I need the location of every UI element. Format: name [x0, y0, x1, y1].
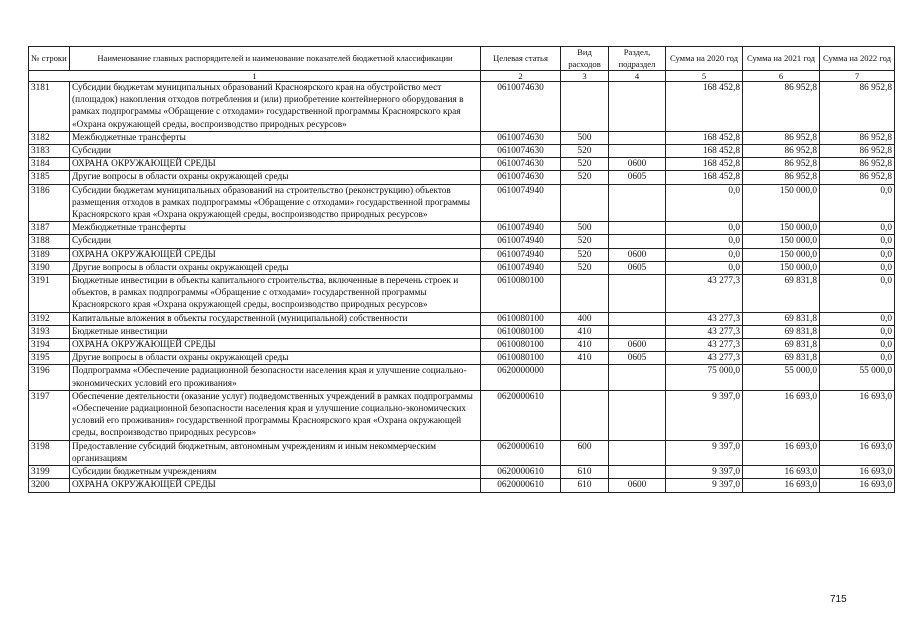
row-sum-2020: 168 452,8 — [666, 171, 743, 184]
row-section — [609, 312, 666, 325]
row-section: 0605 — [609, 352, 666, 365]
row-number: 3199 — [29, 466, 70, 479]
row-target-code: 0610074940 — [481, 261, 561, 274]
row-target-code: 0610080100 — [481, 325, 561, 338]
row-sum-2022: 16 693,0 — [820, 390, 895, 440]
row-section — [609, 82, 666, 132]
table-row — [29, 158, 895, 171]
row-sum-2022: 0,0 — [820, 352, 895, 365]
header-sum-2021: Сумма на 2021 год — [743, 47, 820, 71]
row-sum-2020: 43 277,3 — [666, 275, 743, 313]
row-name: Другие вопросы в области охраны окружающей среды — [70, 261, 481, 274]
header-num: № строки — [29, 47, 70, 71]
row-section — [609, 235, 666, 248]
row-name: ОХРАНА ОКРУЖАЮЩЕЙ СРЕДЫ — [70, 479, 481, 492]
row-sum-2022: 86 952,8 — [820, 131, 895, 144]
row-sum-2020: 43 277,3 — [666, 325, 743, 338]
row-target-code: 0610074630 — [481, 82, 561, 132]
table-row — [29, 222, 895, 235]
row-name: ОХРАНА ОКРУЖАЮЩЕЙ СРЕДЫ — [70, 339, 481, 352]
row-name: Субсидии бюджетным учреждениям — [70, 466, 481, 479]
row-sum-2022: 86 952,8 — [820, 158, 895, 171]
row-name: Бюджетные инвестиции в объекты капитального строительства, включенные в перечень строек и объектов, в рамках подпрограммы «Обращение с отходами» государственной программы Красноярского края «Охрана окружающей среды, воспроизводство природных ресурсов» — [70, 275, 481, 313]
row-sum-2021: 150 000,0 — [743, 235, 820, 248]
column-number: 1 — [29, 71, 481, 82]
header-code: Целевая статья — [481, 47, 561, 71]
row-section — [609, 222, 666, 235]
row-sum-2020: 43 277,3 — [666, 339, 743, 352]
row-sum-2020: 168 452,8 — [666, 145, 743, 158]
row-number: 3194 — [29, 339, 70, 352]
row-number: 3189 — [29, 248, 70, 261]
row-sum-2022: 16 693,0 — [820, 440, 895, 465]
row-sum-2022: 86 952,8 — [820, 82, 895, 132]
row-target-code: 0610074940 — [481, 235, 561, 248]
row-sum-2022: 86 952,8 — [820, 171, 895, 184]
row-expense-type: 610 — [561, 479, 609, 492]
row-sum-2020: 43 277,3 — [666, 312, 743, 325]
row-section: 0600 — [609, 248, 666, 261]
row-sum-2022: 0,0 — [820, 261, 895, 274]
row-target-code: 0610074630 — [481, 158, 561, 171]
table-row — [29, 312, 895, 325]
table-row — [29, 325, 895, 338]
row-expense-type — [561, 82, 609, 132]
row-name: Капитальные вложения в объекты государственной (муниципальной) собственности — [70, 312, 481, 325]
row-sum-2022: 16 693,0 — [820, 479, 895, 492]
row-number: 3195 — [29, 352, 70, 365]
row-section: 0600 — [609, 158, 666, 171]
header-type: Вид расходов — [561, 47, 609, 71]
row-sum-2020: 75 000,0 — [666, 365, 743, 390]
row-sum-2021: 150 000,0 — [743, 248, 820, 261]
row-target-code: 0610074630 — [481, 145, 561, 158]
table-row — [29, 479, 895, 492]
row-name: Подпрограмма «Обеспечение радиационной безопасности населения края и улучшение социально-экономических условий его проживания» — [70, 365, 481, 390]
column-number-row — [29, 71, 895, 82]
row-sum-2020: 168 452,8 — [666, 131, 743, 144]
row-name: Другие вопросы в области охраны окружающей среды — [70, 352, 481, 365]
row-name: Межбюджетные трансферты — [70, 131, 481, 144]
row-sum-2021: 69 831,8 — [743, 325, 820, 338]
row-expense-type: 520 — [561, 171, 609, 184]
row-number: 3187 — [29, 222, 70, 235]
table-row — [29, 145, 895, 158]
row-expense-type — [561, 275, 609, 313]
row-sum-2021: 150 000,0 — [743, 184, 820, 222]
row-number: 3193 — [29, 325, 70, 338]
row-sum-2021: 16 693,0 — [743, 466, 820, 479]
row-name: Субсидии бюджетам муниципальных образований на строительство (реконструкцию) объектов размещения отходов в рамках подпрограммы «Обращение с отходами» государственной программы Красноярского края «Охрана окружающей среды, воспроизводство природных ресурсов» — [70, 184, 481, 222]
row-sum-2020: 168 452,8 — [666, 82, 743, 132]
row-target-code: 0610080100 — [481, 275, 561, 313]
row-target-code: 0620000610 — [481, 466, 561, 479]
table-row — [29, 131, 895, 144]
row-section — [609, 131, 666, 144]
row-sum-2020: 0,0 — [666, 261, 743, 274]
row-sum-2021: 55 000,0 — [743, 365, 820, 390]
row-name: Обеспечение деятельности (оказание услуг) подведомственных учреждений в рамках подпрограммы «Обеспечение радиационной безопасности населения края и улучшение социально-экономических условий его проживания» государственной программы Красноярского края «Охрана окружающей среды, воспроизводство природных ресурсов» — [70, 390, 481, 440]
row-section: 0605 — [609, 171, 666, 184]
row-sum-2022: 16 693,0 — [820, 466, 895, 479]
row-sum-2020: 9 397,0 — [666, 440, 743, 465]
row-target-code: 0610074940 — [481, 184, 561, 222]
table-row — [29, 235, 895, 248]
column-number: 2 — [481, 71, 561, 82]
row-number: 3185 — [29, 171, 70, 184]
row-section — [609, 390, 666, 440]
row-sum-2020: 9 397,0 — [666, 390, 743, 440]
row-sum-2021: 16 693,0 — [743, 390, 820, 440]
row-sum-2021: 86 952,8 — [743, 131, 820, 144]
row-number: 3181 — [29, 82, 70, 132]
row-expense-type — [561, 365, 609, 390]
row-expense-type: 410 — [561, 352, 609, 365]
table-row — [29, 466, 895, 479]
row-target-code: 0610074630 — [481, 131, 561, 144]
row-expense-type: 410 — [561, 339, 609, 352]
row-sum-2022: 0,0 — [820, 325, 895, 338]
row-sum-2020: 168 452,8 — [666, 158, 743, 171]
row-sum-2021: 69 831,8 — [743, 312, 820, 325]
row-sum-2020: 0,0 — [666, 235, 743, 248]
row-name: ОХРАНА ОКРУЖАЮЩЕЙ СРЕДЫ — [70, 158, 481, 171]
row-target-code: 0610080100 — [481, 352, 561, 365]
row-sum-2022: 0,0 — [820, 235, 895, 248]
row-number: 3196 — [29, 365, 70, 390]
table-row — [29, 275, 895, 313]
table-row — [29, 339, 895, 352]
header-sum-2022: Сумма на 2022 год — [820, 47, 895, 71]
row-sum-2020: 0,0 — [666, 222, 743, 235]
header-name: Наименование главных распорядителей и наименование показателей бюджетной классификации — [70, 47, 481, 71]
row-section: 0605 — [609, 261, 666, 274]
table-row — [29, 184, 895, 222]
header-sum-2020: Сумма на 2020 год — [666, 47, 743, 71]
row-section: 0600 — [609, 479, 666, 492]
row-sum-2020: 0,0 — [666, 248, 743, 261]
row-sum-2021: 86 952,8 — [743, 145, 820, 158]
row-section — [609, 184, 666, 222]
row-number: 3186 — [29, 184, 70, 222]
row-sum-2022: 0,0 — [820, 222, 895, 235]
row-expense-type: 500 — [561, 131, 609, 144]
row-section — [609, 440, 666, 465]
row-number: 3192 — [29, 312, 70, 325]
row-section — [609, 325, 666, 338]
row-sum-2021: 69 831,8 — [743, 275, 820, 313]
row-section — [609, 275, 666, 313]
row-sum-2021: 86 952,8 — [743, 82, 820, 132]
table-row — [29, 261, 895, 274]
row-name: Предоставление субсидий бюджетным, автономным учреждениям и иным некоммерческим организациям — [70, 440, 481, 465]
row-sum-2020: 0,0 — [666, 184, 743, 222]
row-name: Субсидии — [70, 145, 481, 158]
row-sum-2022: 55 000,0 — [820, 365, 895, 390]
table-row — [29, 352, 895, 365]
row-expense-type: 410 — [561, 325, 609, 338]
row-expense-type: 610 — [561, 466, 609, 479]
row-sum-2021: 150 000,0 — [743, 222, 820, 235]
row-target-code: 0620000610 — [481, 479, 561, 492]
row-target-code: 0610074940 — [481, 248, 561, 261]
row-section — [609, 145, 666, 158]
column-number: 3 — [561, 71, 609, 82]
row-expense-type: 520 — [561, 145, 609, 158]
page-number: 715 — [830, 594, 847, 605]
row-number: 3184 — [29, 158, 70, 171]
row-name: Субсидии бюджетам муниципальных образований Красноярского края на обустройство мест (площадок) накопления отходов потребления и (или) приобретение контейнерного оборудования в рамках подпрограммы «Обращение с отходами» государственной программы Красноярского края «Охрана окружающей среды, воспроизводство природных ресурсов» — [70, 82, 481, 132]
table-row — [29, 82, 895, 132]
row-target-code: 0610074630 — [481, 171, 561, 184]
row-sum-2021: 150 000,0 — [743, 261, 820, 274]
row-number: 3191 — [29, 275, 70, 313]
row-expense-type: 520 — [561, 158, 609, 171]
row-sum-2021: 16 693,0 — [743, 440, 820, 465]
row-sum-2022: 0,0 — [820, 312, 895, 325]
row-section — [609, 365, 666, 390]
table-header-row — [29, 47, 895, 71]
row-sum-2022: 0,0 — [820, 339, 895, 352]
row-sum-2021: 16 693,0 — [743, 479, 820, 492]
column-number: 7 — [820, 71, 895, 82]
row-expense-type: 520 — [561, 248, 609, 261]
row-sum-2020: 9 397,0 — [666, 479, 743, 492]
table-row — [29, 365, 895, 390]
column-number: 6 — [743, 71, 820, 82]
row-expense-type — [561, 390, 609, 440]
row-sum-2020: 9 397,0 — [666, 466, 743, 479]
row-name: Другие вопросы в области охраны окружающей среды — [70, 171, 481, 184]
row-number: 3188 — [29, 235, 70, 248]
column-number: 4 — [609, 71, 666, 82]
row-name: Бюджетные инвестиции — [70, 325, 481, 338]
table-row — [29, 440, 895, 465]
row-expense-type: 500 — [561, 222, 609, 235]
row-sum-2022: 0,0 — [820, 275, 895, 313]
row-expense-type — [561, 184, 609, 222]
row-target-code: 0620000610 — [481, 440, 561, 465]
row-sum-2021: 86 952,8 — [743, 158, 820, 171]
row-target-code: 0610080100 — [481, 312, 561, 325]
table-row — [29, 390, 895, 440]
row-number: 3190 — [29, 261, 70, 274]
row-target-code: 0610080100 — [481, 339, 561, 352]
row-sum-2022: 0,0 — [820, 184, 895, 222]
row-name: ОХРАНА ОКРУЖАЮЩЕЙ СРЕДЫ — [70, 248, 481, 261]
row-number: 3183 — [29, 145, 70, 158]
table-body — [29, 82, 895, 493]
row-target-code: 0610074940 — [481, 222, 561, 235]
row-expense-type: 600 — [561, 440, 609, 465]
row-name: Субсидии — [70, 235, 481, 248]
row-sum-2021: 69 831,8 — [743, 339, 820, 352]
budget-table — [28, 46, 895, 493]
row-sum-2020: 43 277,3 — [666, 352, 743, 365]
row-number: 3200 — [29, 479, 70, 492]
row-number: 3197 — [29, 390, 70, 440]
row-target-code: 0620000610 — [481, 390, 561, 440]
row-expense-type: 520 — [561, 261, 609, 274]
row-sum-2022: 86 952,8 — [820, 145, 895, 158]
row-section — [609, 466, 666, 479]
row-expense-type: 520 — [561, 235, 609, 248]
row-sum-2022: 0,0 — [820, 248, 895, 261]
table-row — [29, 171, 895, 184]
row-expense-type: 400 — [561, 312, 609, 325]
table-row — [29, 248, 895, 261]
row-name: Межбюджетные трансферты — [70, 222, 481, 235]
row-sum-2021: 69 831,8 — [743, 352, 820, 365]
column-number: 5 — [666, 71, 743, 82]
row-section: 0600 — [609, 339, 666, 352]
header-section: Раздел, подраздел — [609, 47, 666, 71]
row-number: 3198 — [29, 440, 70, 465]
row-target-code: 0620000000 — [481, 365, 561, 390]
row-number: 3182 — [29, 131, 70, 144]
row-sum-2021: 86 952,8 — [743, 171, 820, 184]
